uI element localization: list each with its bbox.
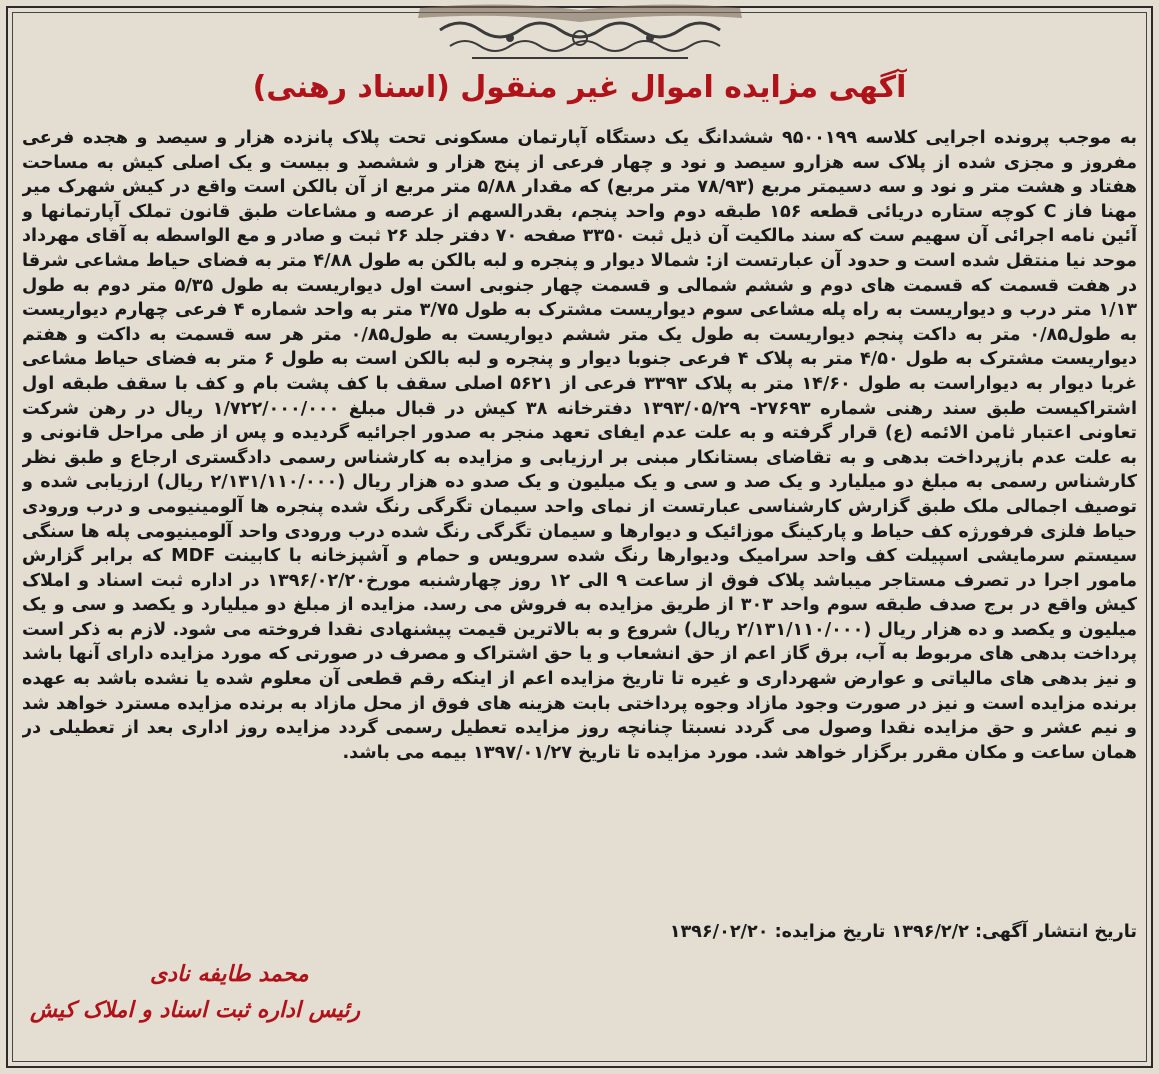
header-ornament-icon [380,0,780,68]
ad-body: به موجب پرونده اجرایی کلاسه ۹۵۰۰۱۹۹ ششدانگ یک دستگاه آپارتمان مسکونی تحت پلاک پانزده هزار و سیصد و هجده فرعی مفروز و مجزی شده از پلاک سه هزارو سیصد و نود و چهار فرعی از پنج هزار و ششصد و بیست و یک اصلی کیش به مساحت هفتاد و هشت متر و نود و سه دسیمتر مربع (۷۸/۹۳ متر مربع) که مقدار ۵/۸۸ متر مربع از آن بالکن است واقع در کیش شهرک میر مهنا فاز C کوچه ستاره دریائی قطعه ۱۵۶ طبقه دوم واحد پنجم، بقدرالسهم از عرصه و مشاعات طبق قانون تملک آپارتمانها و آئین نامه اجرائی آن سهیم ست که سند مالکیت آن ذیل ثبت ۳۳۵۰ صفحه ۷۰ دفتر جلد ۲۶ ثبت و صادر و مع الواسطه به آقای مهرداد موحد نیا منتقل شده است و حدود آن عبارتست از: شمالا دیوار و پنجره و لبه بالکن به طول ۴/۸۸ متر به فضای حیاط مشاعی شرقا در هفت قسمت که قسمت های دوم و ششم شمالی و قسمت چهار جنوبی است اول دیواریست به طول ۵/۳۵ متر دوم به طول ۱/۱۳ متر درب و دیواریست به راه پله مشاعی سوم دیواریست مشترک به طول ۳/۷۵ متر به واحد شماره ۴ فرعی چهارم دیواریست به طول۰/۸۵ متر به داکت پنجم دیواریست به طول یک متر ششم دیواریست به طول۰/۸۵ متر هر سه قسمت به داکت و هفتم دیواریست مشترک به طول ۴/۵۰ متر به پلاک ۴ فرعی جنوبا دیوار و پنجره و لبه بالکن است به طول ۶ متر به فضای حیاط مشاعی غربا دیوار به دیواراست به طول ۱۴/۶۰ متر به پلاک ۳۳۹۳ فرعی از ۵۶۲۱ اصلی سقف با کف پشت بام و کف با سقف طبقه اول اشتراکیست طبق سند رهنی شماره ۲۷۶۹۳- ۱۳۹۳/۰۵/۲۹ دفترخانه ۳۸ کیش در قبال مبلغ ۱/۷۲۲/۰۰۰/۰۰۰ ریال در رهن شرکت تعاونی اعتبار ثامن الائمه (ع) قرار گرفته و به علت عدم ایفای تعهد منجر به صدور اجرائیه گردیده و پس از طی مراحل قانونی و به علت عدم بازپرداخت بدهی و به تقاضای بستانکار مبنی بر ارزیابی و مزایده به کارشناس رسمی دادگستری ارجاع و طبق نظر کارشناس رسمی به مبلغ دو میلیارد و یک صد و سی و یک میلیون و یک صدو ده هزار ریال (۲/۱۳۱/۱۱۰/۰۰۰ ریال) ارزیابی شده و توصیف اجمالی ملک طبق گزارش کارشناسی عبارتست از نمای واحد سیمان تگرگی رنگ شده پنجره ها آلومینیومی و درب ورودی حیاط فلزی فرفورژه کف حیاط و پارکینگ موزائیک و دیوارها و سیمان تگرگی رنگ شده درب ورودی واحد آلومینیومی پله ها سنگی سیستم سرمایشی اسپیلت کف واحد سرامیک ودیوارها رنگ شده سرویس و حمام و آشپزخانه با کابینت MDF که برابر گزارش مامور اجرا در تصرف مستاجر میباشد پلاک فوق از ساعت ۹ الی ۱۲ روز چهارشنبه مورخ۱۳۹۶/۰۲/۲۰ در اداره ثبت اسناد و املاک کیش واقع در برج صدف طبقه سوم واحد ۳۰۳ از طریق مزایده به فروش می رسد. مزایده از مبلغ دو میلیارد و یکصد و سی و یک میلیون و یکصد و ده هزار ریال (۲/۱۳۱/۱۱۰/۰۰۰ ریال) شروع و به بالاترین قیمت پیشنهادی نقدا فروخته می شود. لازم به ذکر است پرداخت بدهی های مربوط به آب، برق گاز اعم از حق انشعاب و یا حق اشتراک و مصرف در صورتی که مورد مزایده دارای آنها باشد و نیز بدهی های مالیاتی و عوارض شهرداری و غیره تا تاریخ مزایده اعم از اینکه رقم قطعی آن معلوم شده یا نشده باشد به عهده برنده مزایده است و نیز در صورت وجود مازاد وجوه پرداختی بابت هزینه های فوق از محل مازاد به برنده مزایده مسترد خواهد شد و نیم عشر و حق مزایده نقدا وصول می گردد نسبتا چنانچه روز مزایده تعطیل رسمی گردد مزایده روز اداری بعد از تعطیلی در همان ساعت و مکان مقرر برگزار خواهد شد. مورد مزایده تا تاریخ ۱۳۹۷/۰۱/۲۷ بیمه می باشد. [22,128,1137,763]
signature-title: رئیس اداره ثبت اسناد و املاک کیش [30,998,361,1023]
signature-name: محمد طایفه نادی [150,962,309,987]
publication-dates: تاریخ انتشار آگهی: ۱۳۹۶/۲/۲ تاریخ مزایده: ۱۳۹۶/۰۲/۲۰ [669,922,1137,942]
ad-title: آگهی مزایده اموال غیر منقول (اسناد رهنی) [252,70,907,105]
